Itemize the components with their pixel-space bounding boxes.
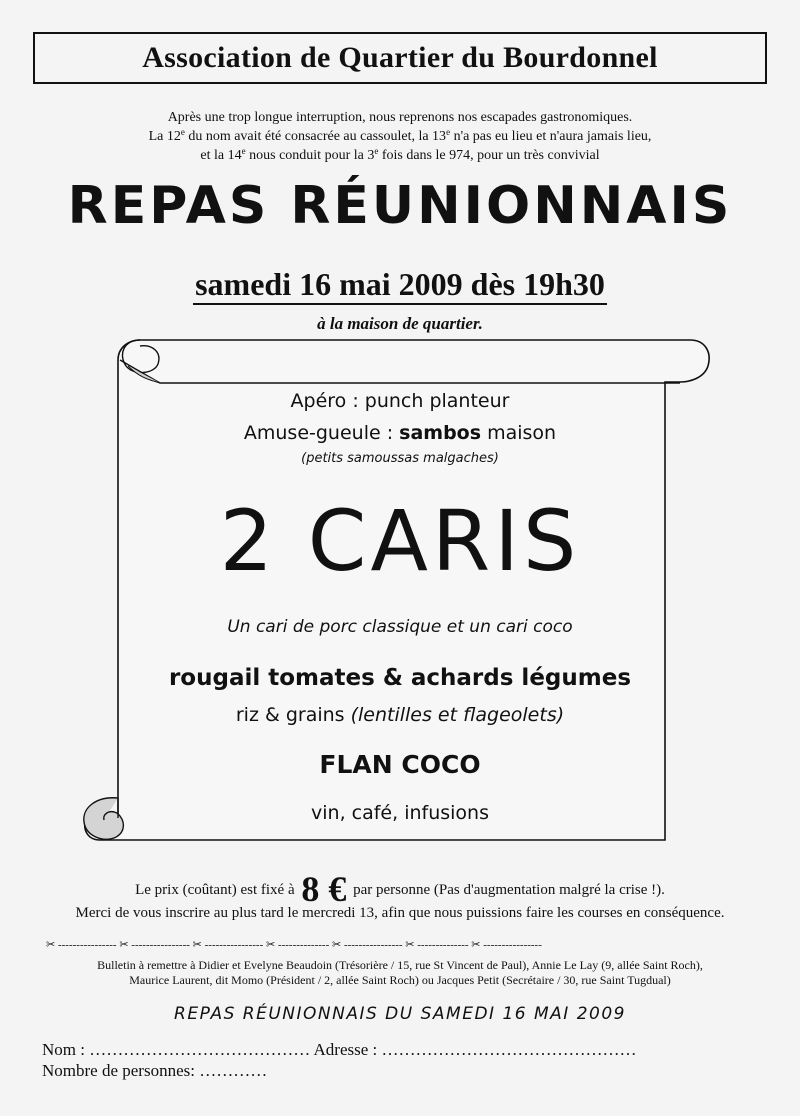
- amuse-label: Amuse-gueule :: [243, 422, 400, 444]
- price-before: Le prix (coûtant) est fixé à: [135, 882, 295, 898]
- cut-line-scissors: ✂ ---------------- ✂ ---------------- ✂ ---------------- ✂ -------------- ✂ ---------------- ✂ -------------- ✂ ----------------: [46, 939, 542, 951]
- riz-label: riz & grains: [235, 704, 351, 726]
- menu-riz: [110, 704, 690, 726]
- association-name: Association de Quartier du Bourdonnel: [142, 41, 658, 74]
- bulletin-line-1: Bulletin à remettre à Didier et Evelyne Beaudoin (Trésorière / 15, rue St Vincent de Paul), Annie Le Lay (9, allée Saint Roch),: [97, 958, 703, 972]
- bulletin-text: [40, 958, 760, 988]
- superscript: e: [241, 146, 246, 156]
- menu-amuse-gueule: [110, 422, 690, 444]
- menu-apero: Apéro : punch planteur: [290, 390, 510, 412]
- form-nom-adresse: Nom : ………………………………… Adresse : ………………………………………: [42, 1040, 637, 1059]
- bulletin-line-2: Maurice Laurent, dit Momo (Président / 2, allée Saint Roch) ou Jacques Petit (Secrétaire / 30, rue Saint Tugdual): [129, 973, 671, 987]
- intro-line-2-part: La 12: [148, 129, 181, 144]
- event-date-text: samedi 16 mai 2009 dès 19h30: [193, 266, 607, 305]
- inscription-note: Merci de vous inscrire au plus tard le mercredi 13, afin que nous puissions faire les courses en conséquence.: [75, 905, 725, 921]
- menu-dessert: FLAN COCO: [319, 750, 481, 779]
- form-nombre-personnes: Nombre de personnes: …………: [42, 1061, 268, 1080]
- riz-note: (lentilles et flageolets): [350, 704, 565, 726]
- menu-main-description: Un cari de porc classique et un cari coco: [227, 617, 573, 637]
- menu-drinks: vin, café, infusions: [311, 802, 489, 824]
- intro-line-3-part: nous conduit pour la 3: [245, 148, 375, 163]
- intro-line-2-part: du nom avait été consacrée au cassoulet, la 13: [184, 129, 447, 144]
- intro-line-3-part: et la 14: [200, 148, 242, 163]
- amuse-rest: maison: [481, 422, 557, 444]
- menu-sides: rougail tomates & achards légumes: [168, 665, 632, 691]
- form-title: REPAS RÉUNIONNAIS DU SAMEDI 16 MAI 2009: [174, 1004, 626, 1024]
- superscript: e: [374, 146, 379, 156]
- menu-amuse-note: (petits samoussas malgaches): [301, 451, 499, 466]
- superscript: e: [446, 127, 451, 137]
- menu-main-dish: 2 CARIS: [219, 492, 581, 590]
- event-place: à la maison de quartier.: [317, 314, 483, 333]
- superscript: e: [180, 127, 185, 137]
- intro-line-1: Après une trop longue interruption, nous reprenons nos escapades gastronomiques.: [167, 110, 633, 125]
- event-title: REPAS RÉUNIONNAIS: [67, 176, 733, 236]
- price-after: par personne (Pas d'augmentation malgré la crise !).: [353, 882, 665, 898]
- price-line: [0, 868, 800, 910]
- amuse-dish: sambos: [399, 422, 482, 444]
- intro-line-2-part: n'a pas eu lieu et n'aura jamais lieu,: [450, 129, 652, 144]
- price-amount: 8 €: [301, 869, 347, 909]
- intro-line-3-part: fois dans le 974, pour un très convivial: [378, 148, 600, 163]
